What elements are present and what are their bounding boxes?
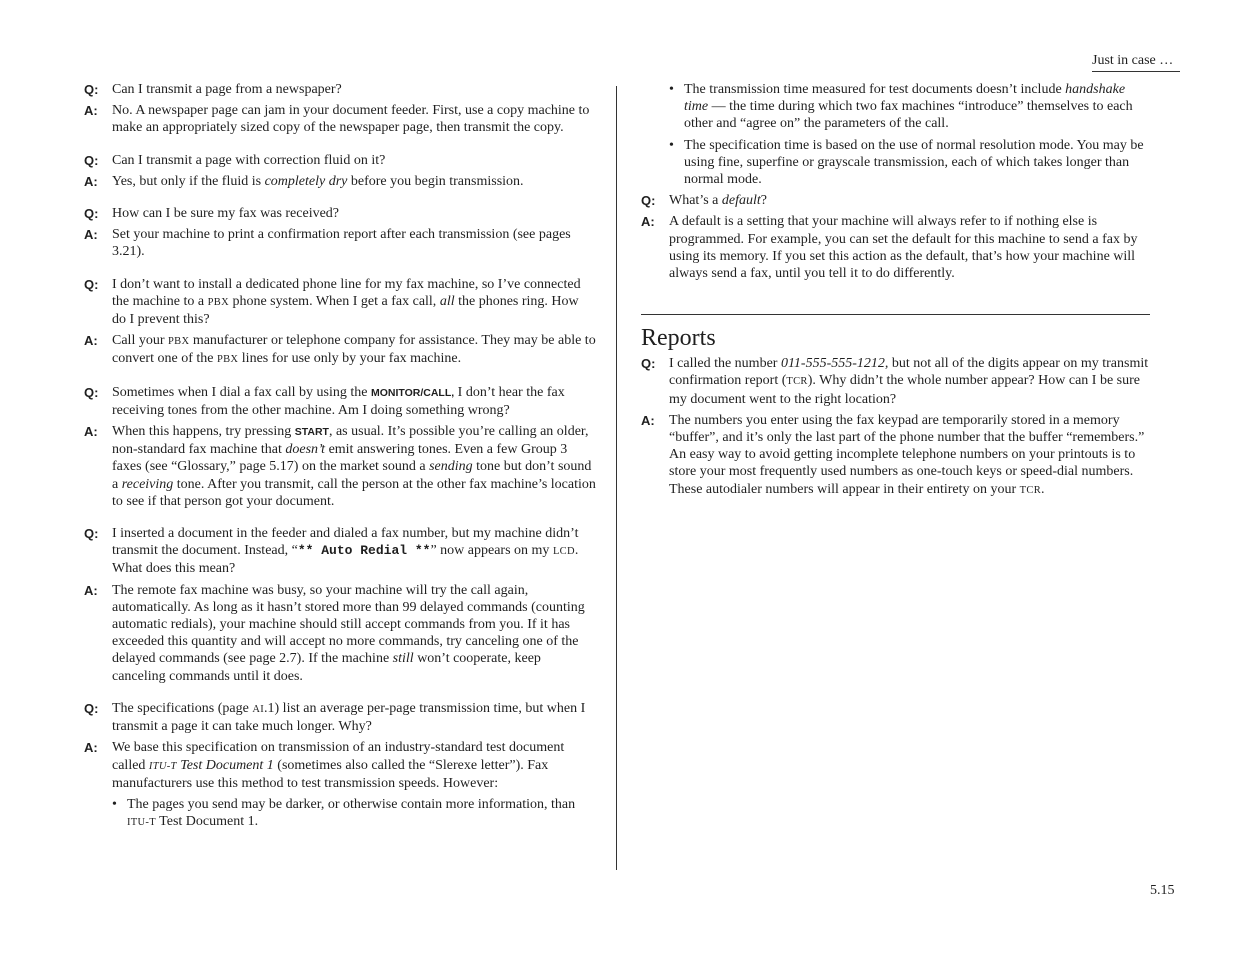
question-text: I don’t want to install a dedicated phone line for my fax machine, so I’ve connected the machine to a PBX phone system. When I get a fax call, all the phones ring. How do I prevent this? <box>112 276 581 328</box>
list-item-text: The specification time is based on the use of normal resolution mode. You may be using fine, superfine or grayscale transmission, each of which takes longer than normal mode. <box>684 137 1144 188</box>
answer-text: Yes, but only if the fluid is completely dry before you begin transmission. <box>112 173 524 189</box>
answer-text: The remote fax machine was busy, so your machine will try the call again, automatically. As long as it hasn’t stored more than 99 delayed commands (counting automatic redials), your machine should still accept commands from you. If it has exceeded this quantity and will accept no more commands, try canceling one of the delayed commands (see page 2.7). If the machine still won’t cooperate, keep canceling commands until it does. <box>112 582 585 684</box>
a-label: A: <box>84 227 98 243</box>
a-label: A: <box>84 424 98 440</box>
a-label: A: <box>641 412 655 428</box>
list-item <box>112 796 596 831</box>
answer <box>84 173 596 190</box>
question <box>641 355 1151 408</box>
answer <box>641 412 1151 499</box>
question <box>84 81 596 98</box>
question-text: How can I be sure my fax was received? <box>112 206 340 222</box>
column-divider <box>616 86 617 870</box>
answer <box>84 739 596 792</box>
q-label: Q: <box>84 384 99 400</box>
list-item <box>669 137 1151 189</box>
a-label: A: <box>84 333 98 349</box>
answer <box>84 423 596 510</box>
question-text: Can I transmit a page from a newspaper? <box>112 82 342 97</box>
page-number: 5.15 <box>1150 883 1175 898</box>
q-label: Q: <box>84 526 99 542</box>
q-label: Q: <box>84 82 99 97</box>
section-divider <box>641 314 1150 315</box>
answer-text: The numbers you enter using the fax keypad are temporarily stored in a memory “buffer”, and it’s only the last part of the phone number that the buffer “remembers.” An easy way to avoid getting incomplete telephone numbers on your printouts is to store your most frequently used numbers as one-touch keys or speed-dial numbers. These autodialer numbers will appear in their entirety on your TCR. <box>669 412 1145 497</box>
question-text: Can I transmit a page with correction fluid on it? <box>112 152 386 168</box>
a-label: A: <box>84 173 98 189</box>
answer-text: A default is a setting that your machine will always refer to if nothing else is programmed. For example, you can set the default for this machine to send a fax by using its memory. If you set this action as the default, that’s how your machine will always send a fax, until you tell it to do differently. <box>669 214 1138 282</box>
question <box>84 525 596 578</box>
question-text: I inserted a document in the feeder and dialed a fax number, but my machine didn’t transmit the document. Instead, “** Auto Redial **” now appears on my LCD. What does this mean? <box>112 526 579 577</box>
bullet-marker: • <box>669 82 674 97</box>
a-label: A: <box>84 740 98 756</box>
section-title: Reports <box>641 325 716 352</box>
bullet-marker: • <box>669 137 674 153</box>
q-label: Q: <box>84 152 99 168</box>
question <box>84 384 596 419</box>
question <box>84 276 596 329</box>
bullet-marker: • <box>112 796 117 812</box>
q-label: Q: <box>641 193 656 209</box>
q-label: Q: <box>84 276 99 292</box>
list-item-text: The pages you send may be darker, or otherwise contain more information, than ITU-T Test Document 1. <box>127 796 576 830</box>
answer-text: We base this specification on transmission of an industry-standard test document called ITU-T Test Document 1 (sometimes also called the “Slerexe letter”). Fax manufacturers use this method to test transmission speeds. However: <box>112 740 565 791</box>
left-column <box>84 81 596 831</box>
question-text: What’s a default? <box>669 193 767 209</box>
answer-text: Set your machine to print a confirmation report after each transmission (see pages 3.21). <box>112 227 571 260</box>
question <box>84 152 596 169</box>
answer <box>84 226 596 260</box>
running-header: Just in case … <box>1092 53 1180 72</box>
a-label: A: <box>84 582 98 598</box>
q-label: Q: <box>84 700 99 716</box>
question <box>84 205 596 222</box>
q-label: Q: <box>641 356 656 372</box>
start-key: START <box>294 426 329 439</box>
question-text: I called the number 011-555-555-1212, but not all of the digits appear on my transmit confirmation report (TCR). Why didn’t the whole number appear? How can I be sure my document went to the right location? <box>669 356 1149 407</box>
answer-text: Call your PBX manufacturer or telephone company for assistance. They may be able to convert one of the PBX lines for use only by your fax machine. <box>112 333 596 367</box>
answer-text: When this happens, try pressing START, as usual. It’s possible you’re calling an older, non-standard fax machine that doesn’t emit answering tones. Even a few Group 3 faxes (see “Glossary,” page 5.17) on the market sound a sending tone but don’t sound a receiving tone. After you transmit, call the person at the other fax machine’s location to see if that person got your document. <box>112 424 596 509</box>
question <box>84 700 596 735</box>
answer <box>84 582 596 685</box>
list-item <box>669 81 1151 133</box>
right-column <box>641 81 1151 499</box>
a-label: A: <box>641 214 655 230</box>
list-item-text: The transmission time measured for test documents doesn’t include handshake time — the time during which two fax machines “introduce” themselves to each other and “agree on” the parameters of the call. <box>684 82 1133 132</box>
lcd-message: ** Auto Redial ** <box>297 543 431 559</box>
a-label: A: <box>84 103 98 119</box>
question <box>641 192 1151 209</box>
question-text: The specifications (page AI.1) list an average per-page transmission time, but when I transmit a page it can take much longer. Why? <box>112 700 586 735</box>
q-label: Q: <box>84 206 99 222</box>
answer <box>84 102 596 136</box>
answer-text: No. A newspaper page can jam in your document feeder. First, use a copy machine to make an appropriately sized copy of the newspaper page, then transmit the copy. <box>112 103 590 136</box>
answer <box>641 213 1151 282</box>
answer <box>84 332 596 368</box>
monitor-call-key: MONITOR/CALL, <box>370 386 455 399</box>
question-text: Sometimes when I dial a fax call by using the MONITOR/CALL, I don’t hear the fax receiving tones from the other machine. Am I doing something wrong? <box>112 384 565 418</box>
